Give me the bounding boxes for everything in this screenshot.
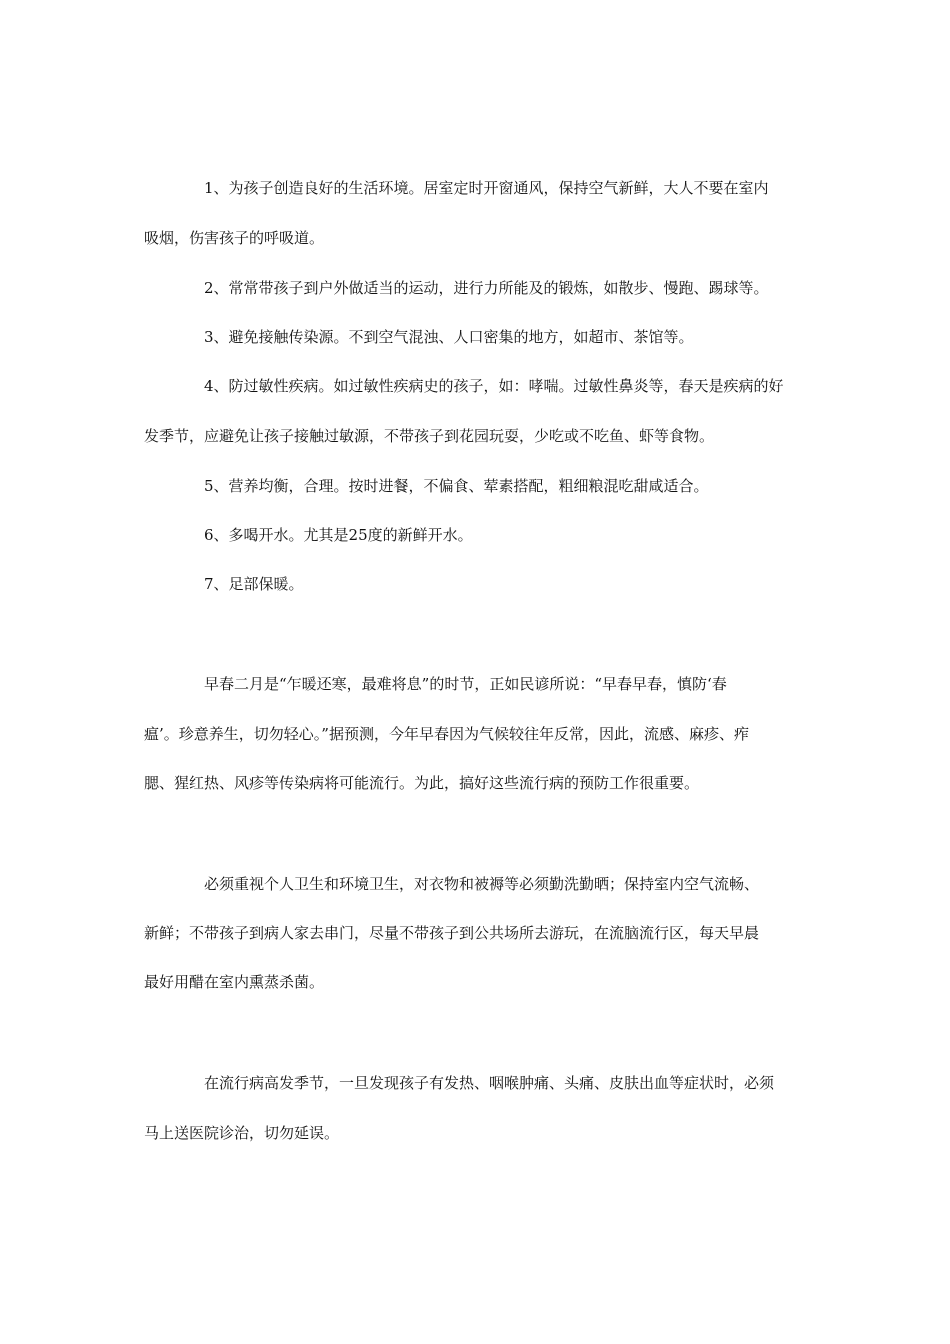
hygiene-paragraph-line-3: 最好用醋在室内熏蒸杀菌。 [144, 973, 325, 991]
hygiene-paragraph-line-1: 必须重视个人卫生和环境卫生，对衣物和被褥等必须勤洗勤晒；保持室内空气流畅、 [204, 875, 760, 893]
list-item-3: 3、避免接触传染源。不到空气混浊、人口密集的地方，如超市、茶馆等。 [204, 328, 694, 346]
spring-paragraph-line-2: 瘟’。珍意养生，切勿轻心。”据预测，今年早春因为气候较往年反常，因此，流感、麻疹、痄 [144, 725, 749, 743]
list-item-5: 5、营养均衡，合理。按时进餐，不偏食、荤素搭配，粗细粮混吃甜咸适合。 [204, 477, 709, 495]
list-item-1-line-1: 1、为孩子创造良好的生活环境。居室定时开窗通风，保持空气新鲜，大人不要在室内 [204, 179, 769, 197]
hygiene-paragraph-line-2: 新鲜；不带孩子到病人家去串门，尽量不带孩子到公共场所去游玩，在流脑流行区，每天早晨 [144, 924, 760, 942]
list-item-6: 6、多喝开水。尤其是25度的新鲜开水。 [204, 526, 473, 544]
list-item-7: 7、足部保暖。 [204, 575, 304, 593]
spring-paragraph-line-1: 早春二月是“乍暖还寒，最难将息”的时节，正如民谚所说：“早春早春，慎防‘春 [204, 675, 727, 693]
spring-paragraph-line-3: 腮、猩红热、风疹等传染病将可能流行。为此，搞好这些流行病的预防工作很重要。 [144, 774, 700, 792]
doctor-paragraph-line-2: 马上送医院诊治，切勿延误。 [144, 1124, 340, 1142]
list-item-2: 2、常常带孩子到户外做适当的运动，进行力所能及的锻炼，如散步、慢跑、踢球等。 [204, 279, 769, 297]
list-item-1-line-2: 吸烟，伤害孩子的呼吸道。 [144, 229, 325, 247]
doctor-paragraph-line-1: 在流行病高发季节，一旦发现孩子有发热、咽喉肿痛、头痛、皮肤出血等症状时，必须 [204, 1074, 775, 1092]
list-item-4-line-2: 发季节，应避免让孩子接触过敏源，不带孩子到花园玩耍，少吃或不吃鱼、虾等食物。 [144, 427, 715, 445]
list-item-4-line-1: 4、防过敏性疾病。如过敏性疾病史的孩子，如：哮喘。过敏性鼻炎等，春天是疾病的好 [204, 377, 784, 395]
